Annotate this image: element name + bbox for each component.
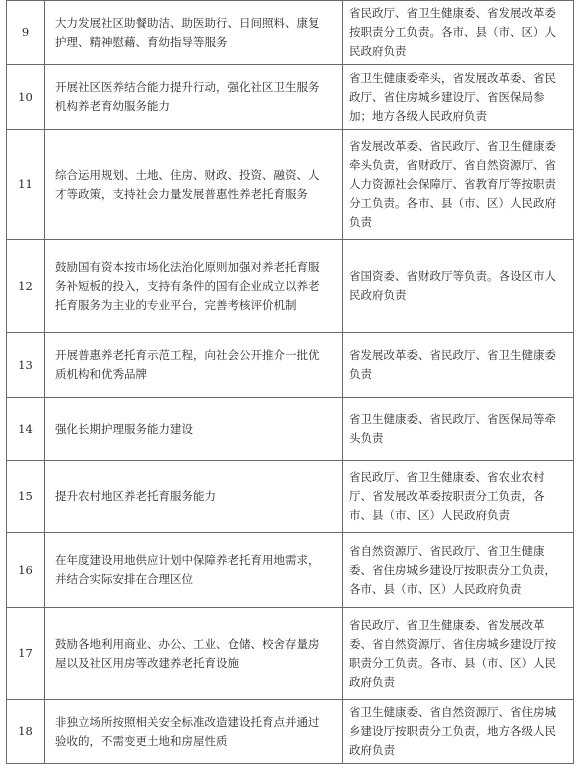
task-cell: 开展普惠养老托育示范工程，向社会公开推介一批优质机构和优秀品牌: [45, 333, 343, 398]
row-number: 9: [7, 1, 45, 65]
task-cell: 鼓励国有资本按市场化法治化原则加强对养老托育服务补短板的投入，支持有条件的国有企业成立以养老托育服务为主业的专业平台，完善考核评价机制: [45, 240, 343, 333]
task-cell: 鼓励各地利用商业、办公、工业、仓储、校舍存量房屋以及社区用房等改建养老托育设施: [45, 608, 343, 700]
row-number: 13: [7, 333, 45, 398]
responsibility-cell: 省卫生健康委、省民政厅、省医保局等牵头负责: [343, 398, 574, 461]
task-cell: 提升农村地区养老托育服务能力: [45, 461, 343, 533]
row-number: 10: [7, 65, 45, 130]
row-number: 17: [7, 608, 45, 700]
row-number: 12: [7, 240, 45, 333]
responsibility-cell: 省民政厅、省卫生健康委、省农业农村厅、省发展改革委按职责分工负责，各市、县（市、区）人民政府负责: [343, 461, 574, 533]
task-cell: 在年度建设用地供应计划中保障养老托育用地需求，并结合实际安排在合理区位: [45, 533, 343, 608]
table-row: [7, 700, 574, 764]
task-cell: 综合运用规划、土地、住房、财政、投资、融资、人才等政策，支持社会力量发展普惠性养老托育服务: [45, 130, 343, 240]
row-number: 18: [7, 700, 45, 764]
task-cell: 开展社区医养结合能力提升行动，强化社区卫生服务机构养老育幼服务能力: [45, 65, 343, 130]
row-number: 11: [7, 130, 45, 240]
responsibility-cell: 省自然资源厅、省民政厅、省卫生健康委、省住房城乡建设厅按职责分工负责，各市、县（市、区）人民政府负责: [343, 533, 574, 608]
responsibility-cell: 省发展改革委、省民政厅、省卫生健康委负责: [343, 333, 574, 398]
responsibility-cell: 省发展改革委、省民政厅、省卫生健康委牵头负责，省财政厅、省自然资源厅、省人力资源社会保障厅、省教育厅等按职责分工负责。各市、县（市、区）人民政府负责: [343, 130, 574, 240]
task-cell: 非独立场所按照相关安全标准改造建设托育点并通过验收的，不需变更土地和房屋性质: [45, 700, 343, 764]
responsibility-cell: 省民政厅、省卫生健康委、省发展改革委按职责分工负责。各市、县（市、区）人民政府负责: [343, 1, 574, 65]
table-row: [7, 461, 574, 533]
table-row: [7, 333, 574, 398]
table-row: [7, 1, 574, 65]
table-row: [7, 608, 574, 700]
task-responsibility-table: [6, 0, 574, 764]
task-cell: 大力发展社区助餐助洁、助医助行、日间照料、康复护理、精神慰藉、育幼指导等服务: [45, 1, 343, 65]
responsibility-cell: 省民政厅、省卫生健康委、省发展改革委、省自然资源厅、省住房城乡建设厅按职责分工负责。各市、县（市、区）人民政府负责: [343, 608, 574, 700]
table-row: [7, 130, 574, 240]
table-row: [7, 533, 574, 608]
task-cell: 强化长期护理服务能力建设: [45, 398, 343, 461]
row-number: 14: [7, 398, 45, 461]
responsibility-cell: 省国资委、省财政厅等负责。各设区市人民政府负责: [343, 240, 574, 333]
responsibility-cell: 省卫生健康委、省自然资源厅、省住房城乡建设厅按职责分工负责，地方各级人民政府负责: [343, 700, 574, 764]
row-number: 16: [7, 533, 45, 608]
row-number: 15: [7, 461, 45, 533]
policy-table-page: [6, 0, 573, 764]
table-row: [7, 240, 574, 333]
table-row: [7, 398, 574, 461]
table-row: [7, 65, 574, 130]
responsibility-cell: 省卫生健康委牵头，省发展改革委、省民政厅、省住房城乡建设厅、省医保局参加；地方各级人民政府负责: [343, 65, 574, 130]
